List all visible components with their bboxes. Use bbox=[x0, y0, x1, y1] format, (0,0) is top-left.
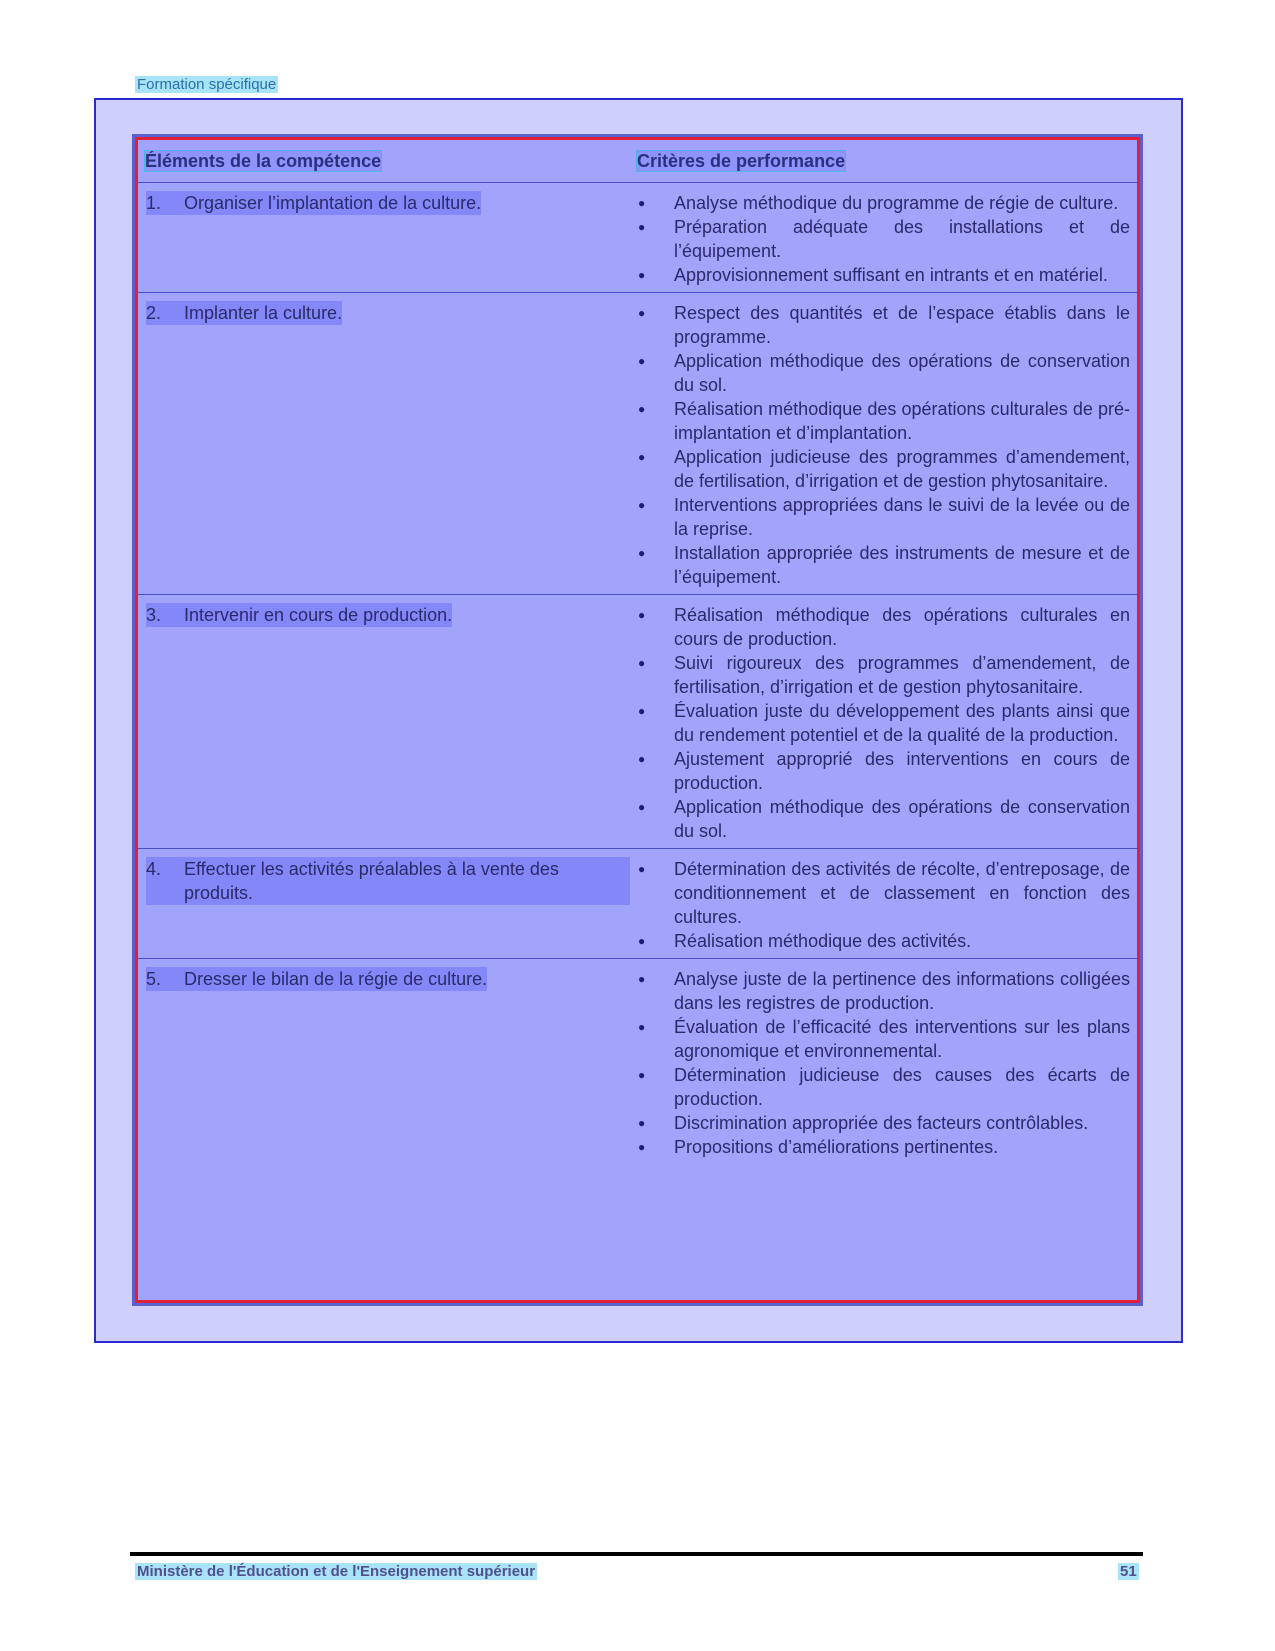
criterion-text: Interventions appropriées dans le suivi de la levée ou de la reprise. bbox=[674, 495, 1130, 539]
element-cell bbox=[138, 183, 637, 293]
column-header-criteria: Critères de performance bbox=[637, 150, 846, 171]
criterion-text: Détermination des activités de récolte, d’entreposage, de conditionnement et de classement en fonction des cultures. bbox=[674, 859, 1130, 927]
bullet-icon: ● bbox=[638, 1116, 646, 1130]
list-item bbox=[638, 541, 1130, 589]
element-cell bbox=[138, 293, 637, 595]
criterion-text: Détermination judicieuse des causes des écarts de production. bbox=[674, 1065, 1130, 1109]
list-item bbox=[638, 699, 1130, 747]
table-row bbox=[138, 293, 1137, 595]
competence-table-border bbox=[135, 137, 1140, 1303]
list-item bbox=[638, 651, 1130, 699]
criteria-cell bbox=[637, 183, 1137, 293]
bullet-icon: ● bbox=[638, 306, 646, 320]
criteria-list bbox=[638, 960, 1136, 1163]
list-item bbox=[638, 493, 1130, 541]
element-text: Organiser l’implantation de la culture. bbox=[184, 193, 482, 213]
list-item bbox=[638, 747, 1130, 795]
list-item bbox=[638, 929, 1130, 953]
list-item bbox=[638, 1135, 1130, 1159]
criteria-list bbox=[638, 294, 1136, 593]
list-item bbox=[638, 301, 1130, 349]
list-item bbox=[638, 191, 1130, 215]
bullet-icon: ● bbox=[638, 450, 646, 464]
criterion-text: Application méthodique des opérations de conservation du sol. bbox=[674, 797, 1130, 841]
table-header-row bbox=[138, 140, 1137, 183]
criteria-cell bbox=[637, 849, 1137, 959]
bullet-icon: ● bbox=[638, 934, 646, 948]
list-item bbox=[638, 1111, 1130, 1135]
table-row bbox=[138, 959, 1137, 1165]
criterion-text: Respect des quantités et de l’espace établis dans le programme. bbox=[674, 303, 1130, 347]
list-item bbox=[638, 397, 1130, 445]
criterion-text: Évaluation de l’efficacité des interventions sur les plans agronomique et environnemental. bbox=[674, 1017, 1130, 1061]
criterion-text: Application judicieuse des programmes d’amendement, de fertilisation, d’irrigation et de gestion phytosanitaire. bbox=[674, 447, 1130, 491]
list-item bbox=[638, 795, 1130, 843]
table-row bbox=[138, 183, 1137, 293]
element-cell bbox=[138, 595, 637, 849]
bullet-icon: ● bbox=[638, 1140, 646, 1154]
list-item bbox=[638, 263, 1130, 287]
list-item bbox=[638, 445, 1130, 493]
list-item bbox=[638, 1015, 1130, 1063]
criterion-text: Analyse méthodique du programme de régie de culture. bbox=[674, 193, 1119, 213]
bullet-icon: ● bbox=[638, 268, 646, 282]
list-item bbox=[638, 215, 1130, 263]
bullet-icon: ● bbox=[638, 196, 646, 210]
footer-rule bbox=[130, 1552, 1143, 1556]
criterion-text: Approvisionnement suffisant en intrants et en matériel. bbox=[674, 265, 1108, 285]
element-text: Effectuer les activités préalables à la vente des produits. bbox=[184, 857, 630, 905]
element-text: Dresser le bilan de la régie de culture. bbox=[184, 969, 488, 989]
bullet-icon: ● bbox=[638, 656, 646, 670]
bullet-icon: ● bbox=[638, 752, 646, 766]
bullet-icon: ● bbox=[638, 402, 646, 416]
element-text: Intervenir en cours de production. bbox=[184, 605, 453, 625]
criteria-list bbox=[638, 184, 1136, 291]
list-item bbox=[638, 349, 1130, 397]
criterion-text: Préparation adéquate des installations et de l’équipement. bbox=[674, 217, 1130, 261]
element-number: 1. bbox=[146, 191, 184, 215]
criterion-text: Évaluation juste du développement des plants ainsi que du rendement potentiel et de la qualité de la production. bbox=[674, 701, 1130, 745]
criteria-cell bbox=[637, 595, 1137, 849]
criteria-list bbox=[638, 850, 1136, 957]
element-cell bbox=[138, 849, 637, 959]
criterion-text: Réalisation méthodique des activités. bbox=[674, 931, 972, 951]
criterion-text: Analyse juste de la pertinence des informations colligées dans les registres de production. bbox=[674, 969, 1130, 1013]
element-number: 4. bbox=[146, 857, 184, 905]
bullet-icon: ● bbox=[638, 972, 646, 986]
element-number: 5. bbox=[146, 967, 184, 991]
bullet-icon: ● bbox=[638, 498, 646, 512]
bullet-icon: ● bbox=[638, 800, 646, 814]
bullet-icon: ● bbox=[638, 1068, 646, 1082]
bullet-icon: ● bbox=[638, 1020, 646, 1034]
bullet-icon: ● bbox=[638, 704, 646, 718]
criterion-text: Application méthodique des opérations de conservation du sol. bbox=[674, 351, 1130, 395]
criterion-text: Réalisation méthodique des opérations culturales de pré-implantation et d’implantation. bbox=[674, 399, 1130, 443]
element-number: 2. bbox=[146, 301, 184, 325]
criterion-text: Réalisation méthodique des opérations culturales en cours de production. bbox=[674, 605, 1130, 649]
criteria-list bbox=[638, 596, 1136, 847]
page-number: 51 bbox=[1120, 1563, 1137, 1580]
criterion-text: Installation appropriée des instruments de mesure et de l’équipement. bbox=[674, 543, 1130, 587]
criterion-text: Propositions d’améliorations pertinentes. bbox=[674, 1137, 999, 1157]
element-cell bbox=[138, 959, 637, 1165]
element-number: 3. bbox=[146, 603, 184, 627]
table-row bbox=[138, 595, 1137, 849]
element-text: Implanter la culture. bbox=[184, 303, 343, 323]
bullet-icon: ● bbox=[638, 862, 646, 876]
list-item bbox=[638, 1063, 1130, 1111]
competence-table bbox=[138, 140, 1137, 1164]
bullet-icon: ● bbox=[638, 220, 646, 234]
criteria-cell bbox=[637, 959, 1137, 1165]
column-header-elements: Éléments de la compétence bbox=[145, 150, 382, 171]
list-item bbox=[638, 967, 1130, 1015]
criterion-text: Suivi rigoureux des programmes d’amendement, de fertilisation, d’irrigation et de gestion phytosanitaire. bbox=[674, 653, 1130, 697]
list-item bbox=[638, 857, 1130, 929]
bullet-icon: ● bbox=[638, 546, 646, 560]
competence-table-frame bbox=[132, 134, 1143, 1306]
bullet-icon: ● bbox=[638, 608, 646, 622]
running-header: Formation spécifique bbox=[137, 76, 277, 93]
criterion-text: Ajustement approprié des interventions en cours de production. bbox=[674, 749, 1130, 793]
footer-ministry: Ministère de l'Éducation et de l'Enseignement supérieur bbox=[137, 1563, 536, 1580]
table-row bbox=[138, 849, 1137, 959]
bullet-icon: ● bbox=[638, 354, 646, 368]
list-item bbox=[638, 603, 1130, 651]
criteria-cell bbox=[637, 293, 1137, 595]
criterion-text: Discrimination appropriée des facteurs contrôlables. bbox=[674, 1113, 1089, 1133]
